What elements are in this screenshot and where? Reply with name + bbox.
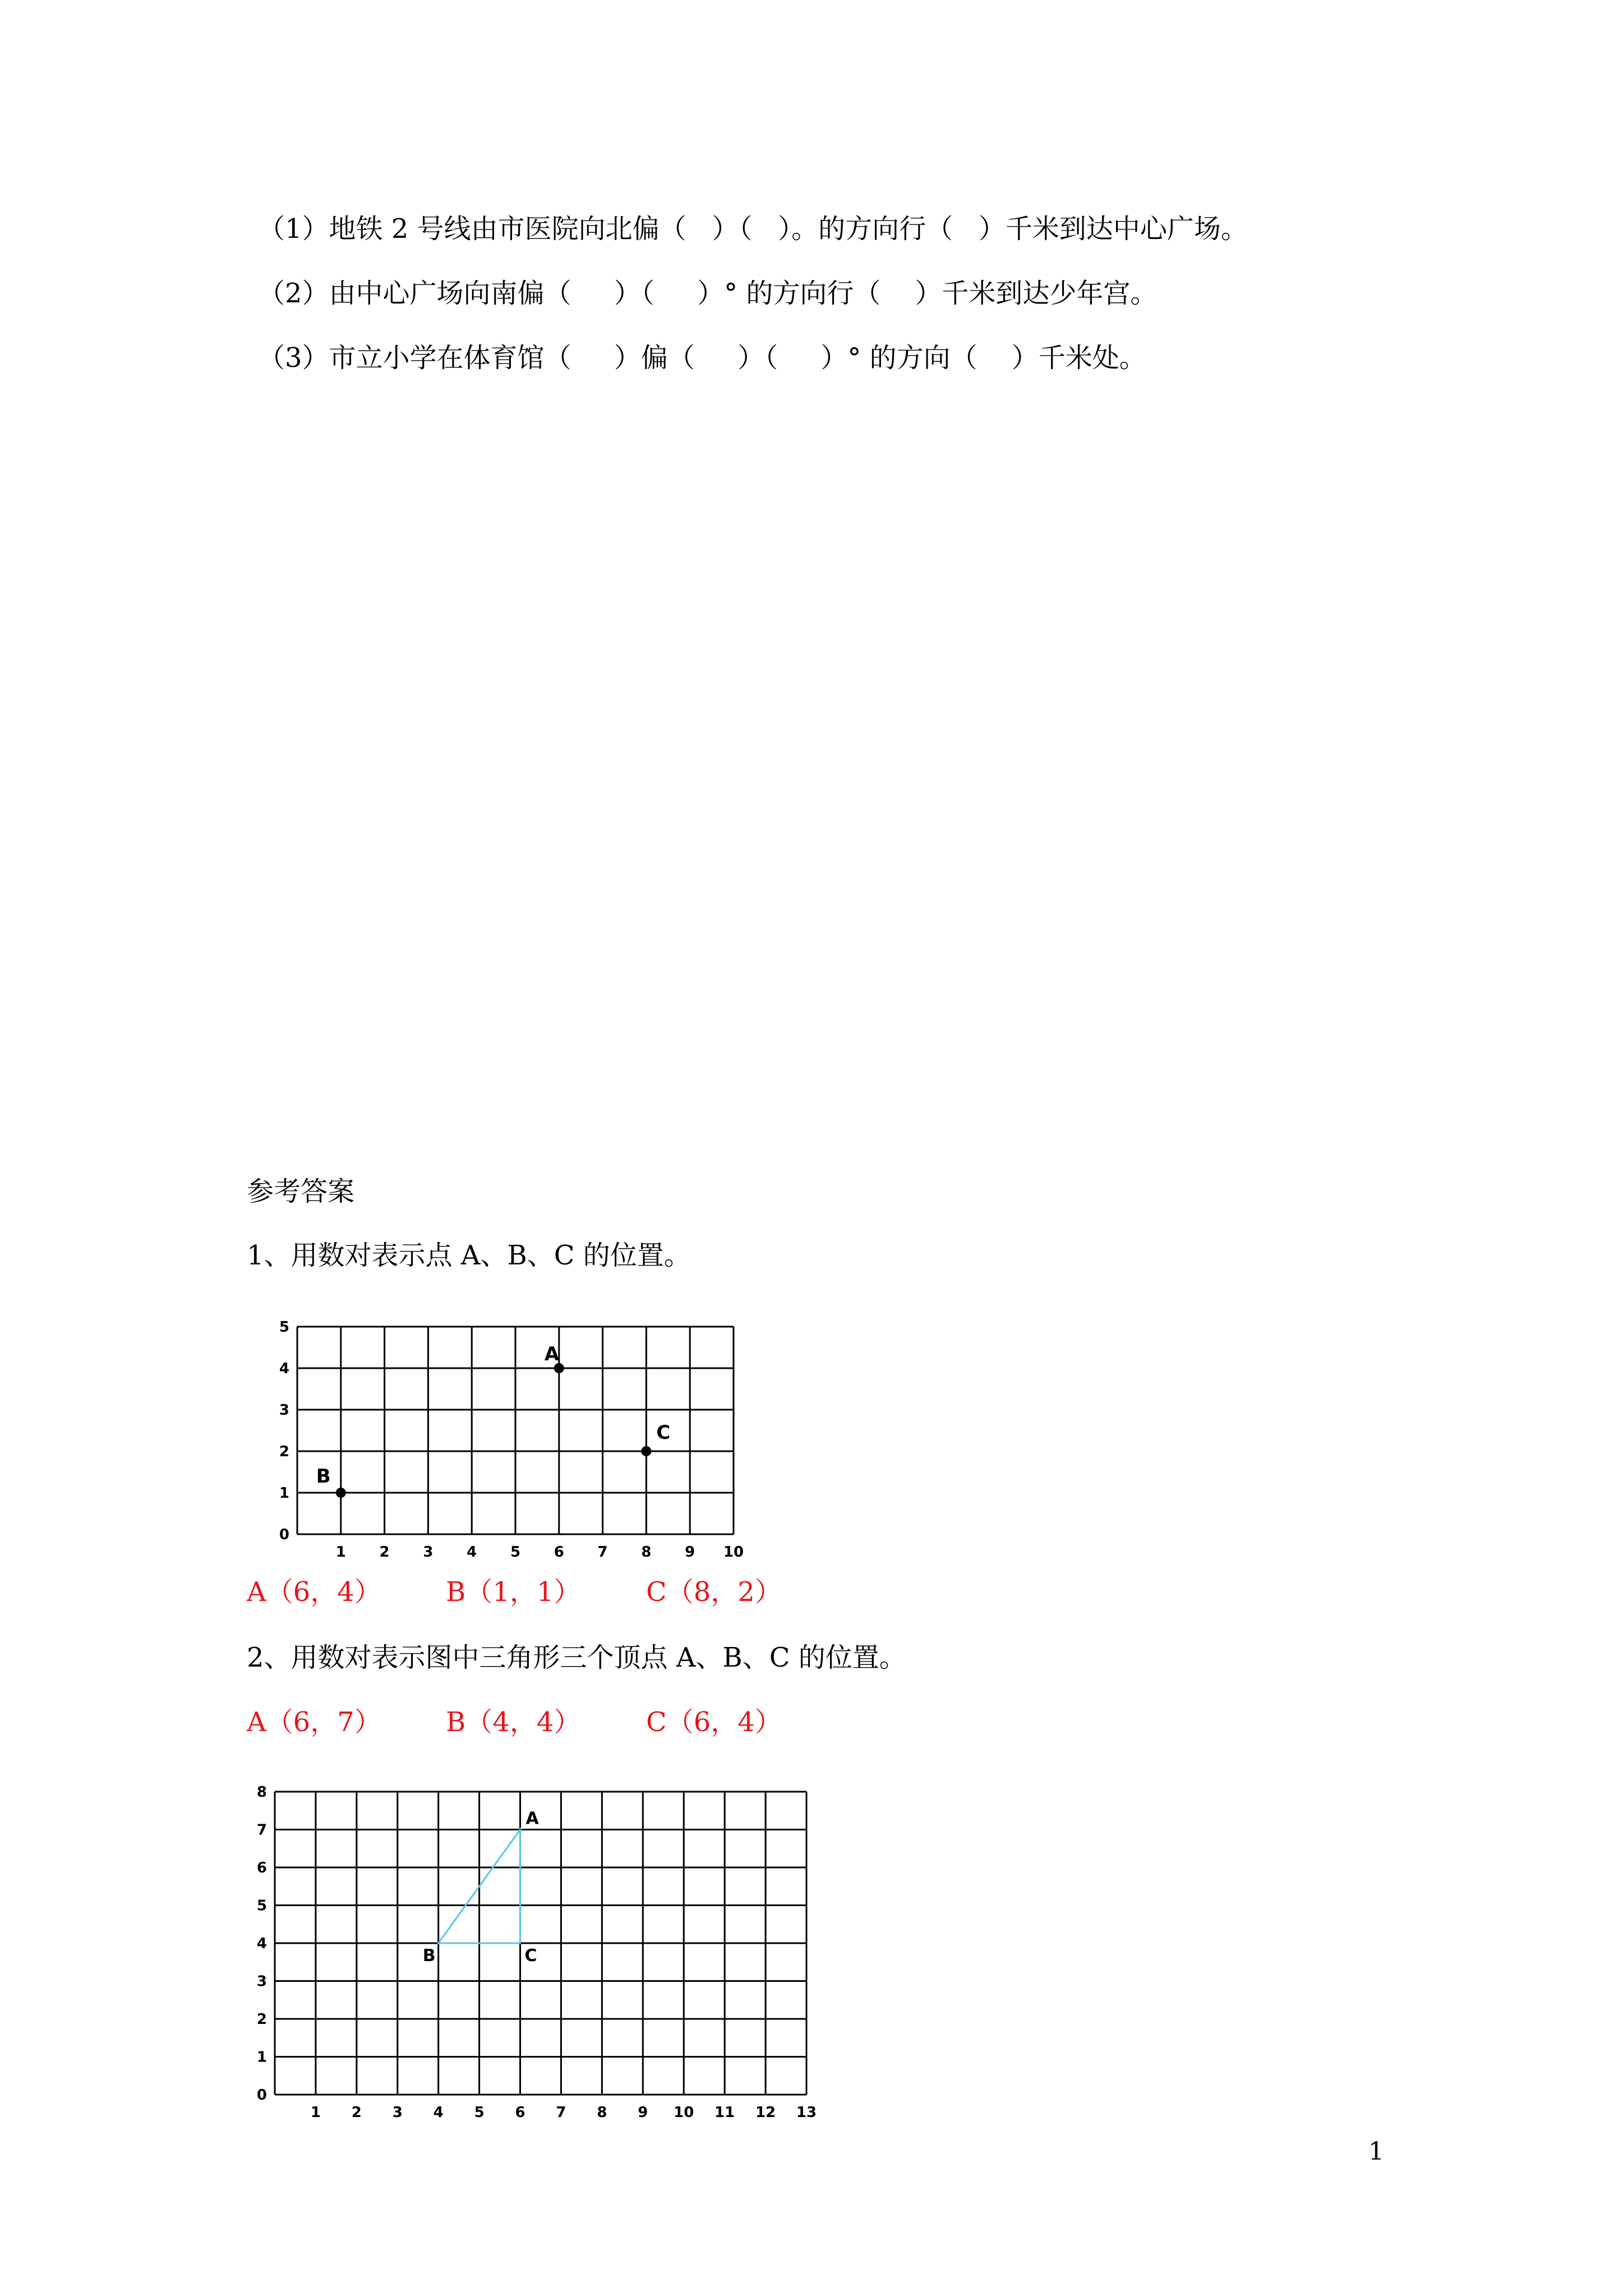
- data-point: [641, 1446, 651, 1456]
- y-tick-label: 0: [256, 2087, 267, 2104]
- q2-title: 2、用数对表示图中三角形三个顶点 A、B、C 的位置。: [247, 1642, 906, 1673]
- y-tick-label: 6: [256, 1860, 267, 1876]
- question-1: （1）地铁 2 号线由市医院向北偏（ ）（ ）。的方向行（ ）千米到达中心广场。: [258, 213, 1248, 245]
- q1-answer-b: B（1，1）: [446, 1576, 581, 1608]
- x-tick-label: 13: [796, 2104, 817, 2121]
- x-tick-label: 5: [510, 1544, 521, 1559]
- question-2: （2）由中心广场向南偏（ ）（ ）° 的方向行（ ）千米到达少年宫。: [258, 278, 1158, 309]
- x-tick-label: 9: [638, 2104, 648, 2121]
- x-tick-label: 3: [392, 2104, 403, 2121]
- y-tick-label: 1: [279, 1485, 289, 1502]
- x-tick-label: 9: [685, 1544, 695, 1559]
- y-tick-label: 5: [256, 1897, 267, 1915]
- point-label: B: [316, 1465, 331, 1488]
- y-tick-label: 8: [256, 1784, 267, 1801]
- y-tick-label: 5: [279, 1319, 289, 1336]
- grid-chart-2: [247, 1779, 830, 2129]
- x-tick-label: 5: [474, 2104, 485, 2121]
- x-tick-label: 6: [515, 2104, 525, 2121]
- x-tick-label: 12: [755, 2104, 776, 2121]
- data-point: [336, 1488, 346, 1498]
- y-tick-label: 3: [256, 1973, 267, 1990]
- grid-chart-1: [264, 1313, 757, 1562]
- question-3: （3）市立小学在体育馆（ ）偏（ ）（ ）° 的方向（ ）千米处。: [258, 342, 1146, 374]
- vertex-label: C: [524, 1946, 537, 1966]
- x-tick-label: 1: [335, 1544, 346, 1559]
- x-tick-label: 8: [641, 1544, 652, 1559]
- x-tick-label: 11: [714, 2104, 735, 2121]
- x-tick-label: 10: [723, 1544, 744, 1559]
- x-tick-label: 3: [423, 1544, 434, 1559]
- vertex-label: B: [422, 1946, 436, 1966]
- y-tick-label: 7: [256, 1821, 267, 1839]
- x-tick-label: 8: [597, 2104, 607, 2121]
- y-tick-label: 1: [256, 2049, 267, 2066]
- q1-answer-a: A（6，4）: [247, 1576, 381, 1608]
- page-number: 1: [1368, 2137, 1384, 2166]
- x-tick-label: 2: [379, 1544, 390, 1559]
- q1-answer-c: C（8，2）: [646, 1576, 782, 1608]
- x-tick-label: 1: [310, 2104, 321, 2121]
- x-tick-label: 7: [597, 1544, 608, 1559]
- answer-heading: 参考答案: [247, 1176, 355, 1207]
- y-tick-label: 0: [279, 1526, 289, 1543]
- x-tick-label: 7: [556, 2104, 566, 2121]
- x-tick-label: 10: [674, 2104, 694, 2121]
- x-tick-label: 4: [433, 2104, 444, 2121]
- q2-answer-b: B（4，4）: [446, 1706, 581, 1738]
- vertex-label: A: [525, 1809, 539, 1829]
- y-tick-label: 4: [279, 1360, 289, 1377]
- x-tick-label: 2: [351, 2104, 362, 2121]
- q1-title: 1、用数对表示点 A、B、C 的位置。: [247, 1240, 691, 1271]
- q2-answer-c: C（6，4）: [646, 1706, 782, 1738]
- y-tick-label: 3: [279, 1402, 289, 1419]
- x-tick-label: 6: [554, 1544, 564, 1559]
- y-tick-label: 4: [256, 1935, 267, 1952]
- y-tick-label: 2: [256, 2011, 267, 2028]
- point-label: A: [544, 1343, 560, 1365]
- x-tick-label: 4: [467, 1544, 477, 1559]
- point-label: C: [656, 1421, 671, 1444]
- y-tick-label: 2: [279, 1443, 289, 1460]
- q2-answer-a: A（6，7）: [247, 1706, 381, 1738]
